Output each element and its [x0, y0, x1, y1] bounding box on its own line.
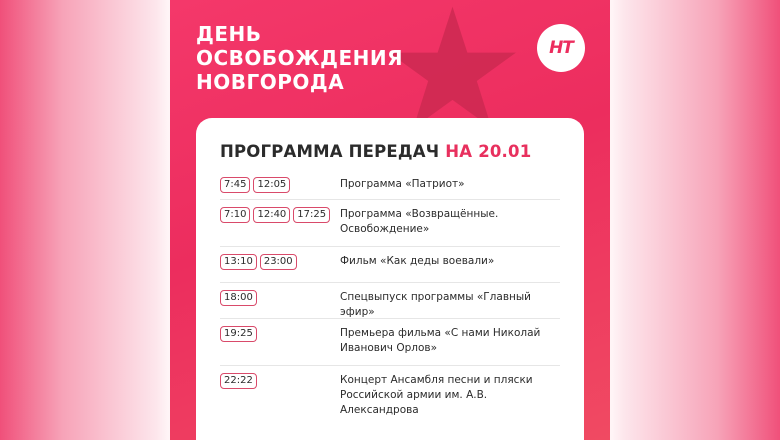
- headline-line-2: ОСВОБОЖДЕНИЯ: [196, 46, 404, 70]
- program-title: Программа «Патриот»: [340, 178, 465, 190]
- card-title: [220, 142, 531, 161]
- card-title-date: НА 20.01: [445, 142, 532, 161]
- time-badge: 12:05: [253, 177, 290, 193]
- schedule-row: [220, 319, 560, 366]
- schedule-times: [220, 177, 340, 193]
- schedule-times: [220, 254, 340, 270]
- nt-logo: [537, 24, 585, 72]
- headline-line-1: ДЕНЬ: [196, 22, 262, 46]
- time-badge: 19:25: [220, 326, 257, 342]
- schedule-times: [220, 290, 340, 306]
- schedule-times: [220, 373, 340, 389]
- headline: [196, 22, 403, 94]
- program-title: Концерт Ансамбля песни и пляски Российской армии им. А.В. Александрова: [340, 374, 533, 416]
- schedule-row: [220, 366, 560, 426]
- schedule-row: [220, 283, 560, 319]
- headline-line-3: НОВГОРОДА: [196, 70, 345, 94]
- time-badge: 7:10: [220, 207, 250, 223]
- schedule-row: [220, 170, 560, 200]
- logo-text: НТ: [549, 38, 573, 58]
- program-title: Премьера фильма «С нами Николай Иванович Орлов»: [340, 327, 541, 354]
- program-title: Программа «Возвращённые. Освобождение»: [340, 208, 499, 235]
- schedule-card: [196, 118, 584, 440]
- card-title-main: ПРОГРАММА ПЕРЕДАЧ: [220, 142, 440, 161]
- schedule-row: [220, 247, 560, 283]
- poster: [170, 0, 610, 440]
- program-title: Спецвыпуск программы «Главный эфир»: [340, 291, 531, 318]
- time-badge: 12:40: [253, 207, 290, 223]
- schedule-list: [220, 170, 560, 426]
- time-badge: 13:10: [220, 254, 257, 270]
- time-badge: 17:25: [293, 207, 330, 223]
- program-title: Фильм «Как деды воевали»: [340, 255, 495, 267]
- time-badge: 18:00: [220, 290, 257, 306]
- time-badge: 23:00: [260, 254, 297, 270]
- schedule-row: [220, 200, 560, 247]
- schedule-times: [220, 326, 340, 342]
- time-badge: 7:45: [220, 177, 250, 193]
- time-badge: 22:22: [220, 373, 257, 389]
- schedule-times: [220, 207, 340, 223]
